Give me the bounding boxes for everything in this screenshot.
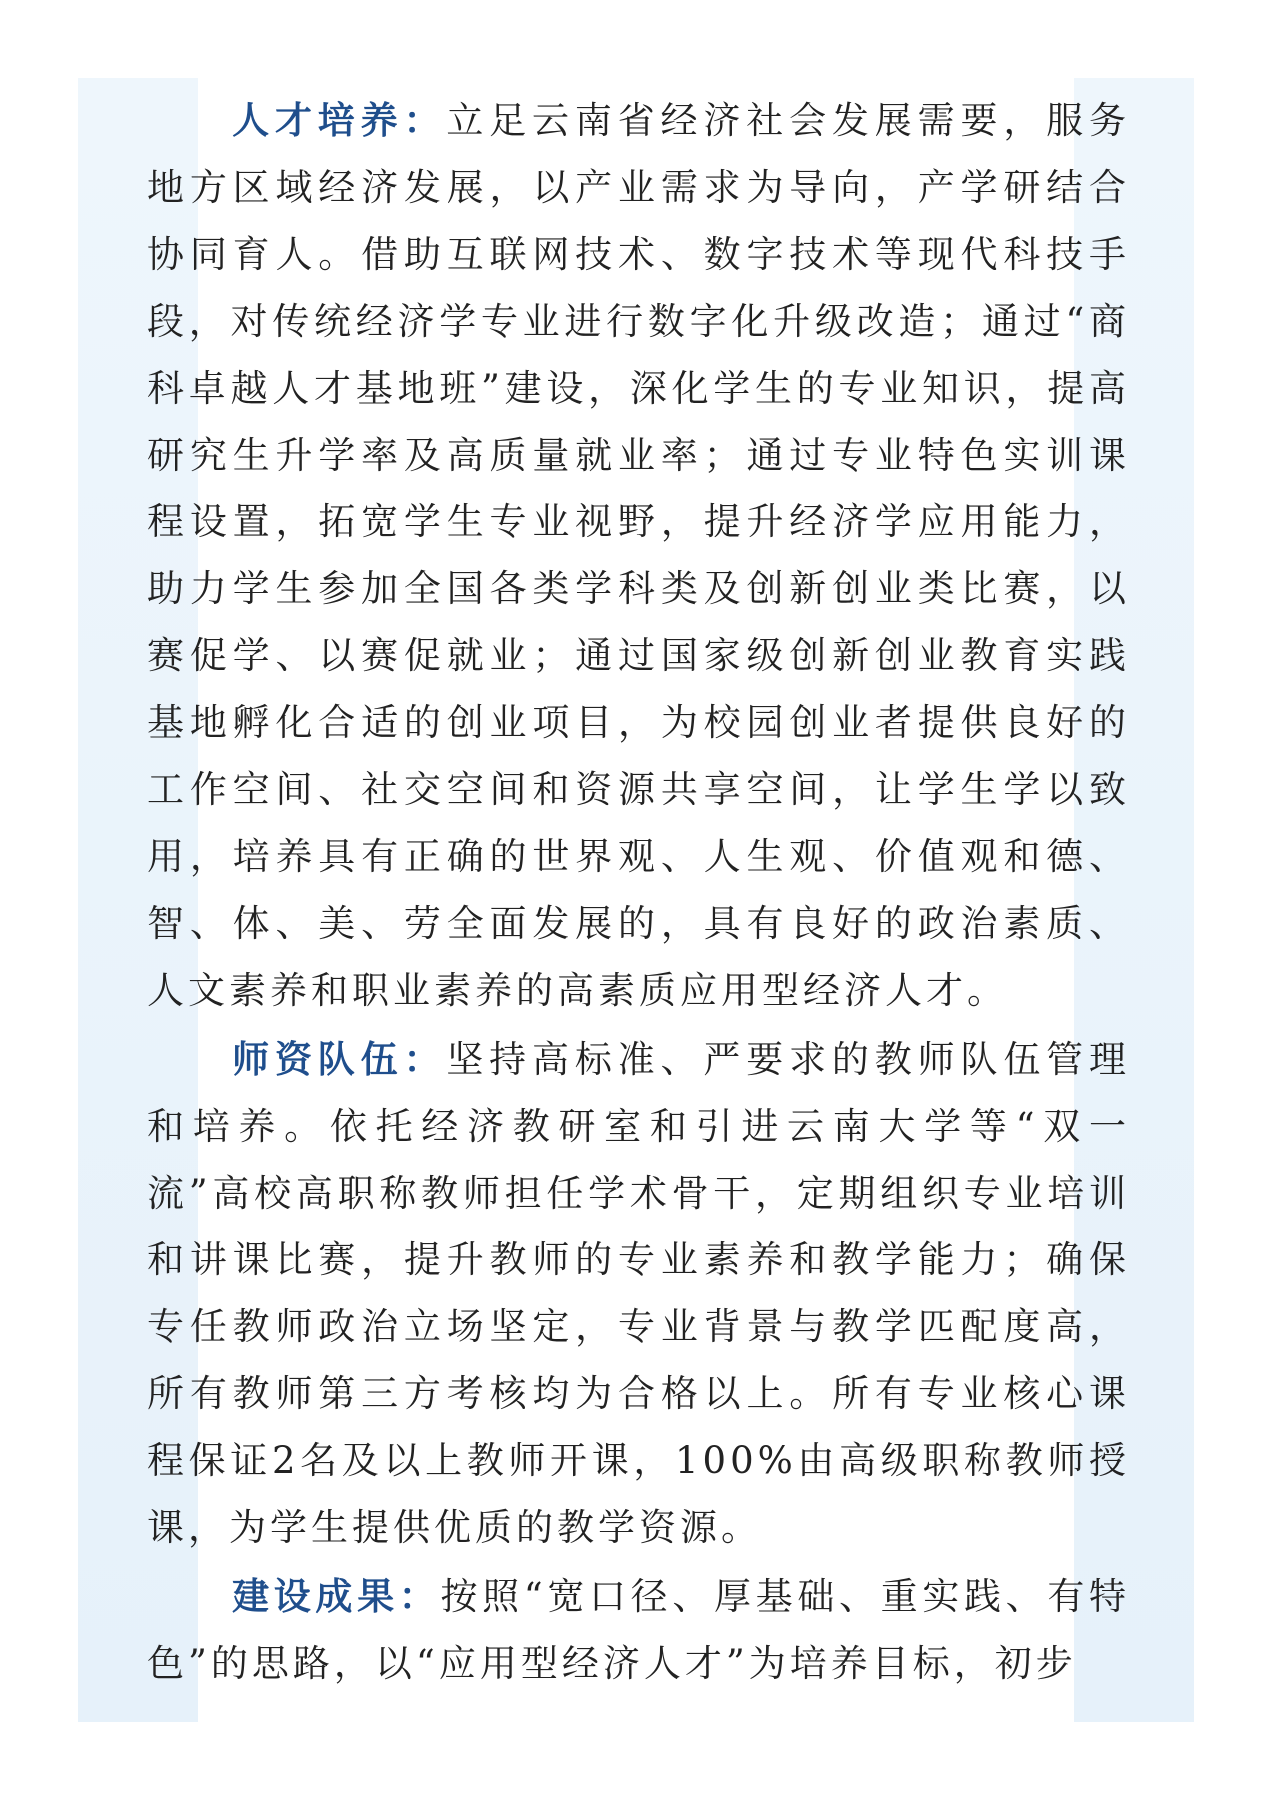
paragraph-body: 立足云南省经济社会发展需要，服务地方区域经济发展，以产业需求为导向，产学研结合协同育人。借助互联网技术、数字技术等现代科技手段，对传统经济学专业进行数字化升级改造；通过“商科卓越人才基地班”建设，深化学生的专业知识，提高研究生升学率及高质量就业率；通过专业特色实训课程设置，拓宽学生专业视野，提升经济学应用能力，助力学生参加全国各类学科类及创新创业类比赛，以赛促学、以赛促就业；通过国家级创新创业教育实践基地孵化合适的创业项目，为校园创业者提供良好的工作空间、社交空间和资源共享空间，让学生学以致用，培养具有正确的世界观、人生观、价值观和德、智、体、美、劳全面发展的，具有良好的政治素质、人文素养和职业素养的高素质应用型经济人才。	[147, 99, 1131, 1012]
paragraph-heading: 师资队伍：	[232, 1037, 447, 1081]
document-page	[147, 88, 1130, 1698]
paragraph-heading: 建设成果：	[232, 1574, 441, 1618]
paragraph-body: 按照“宽口径、厚基础、重实践、有特色”的思路，以“应用型经济人才”为培养目标，初步	[147, 1574, 1131, 1685]
paragraph-talent-training	[147, 88, 1130, 1025]
paragraph-heading: 人才培养：	[232, 99, 447, 142]
paragraph-faculty-team	[147, 1027, 1130, 1562]
paragraph-body: 坚持高标准、严要求的教师队伍管理和培养。依托经济教研室和引进云南大学等“双一流”高校高职称教师担任学术骨干，定期组织专业培训和讲课比赛，提升教师的专业素养和教学能力；确保专任教师政治立场坚定，专业背景与教学匹配度高，所有教师第三方考核均为合格以上。所有专业核心课程保证2名及以上教师开课，100%由高级职称教师授课，为学生提供优质的教学资源。	[147, 1037, 1131, 1550]
paragraph-construction-results	[147, 1564, 1130, 1698]
